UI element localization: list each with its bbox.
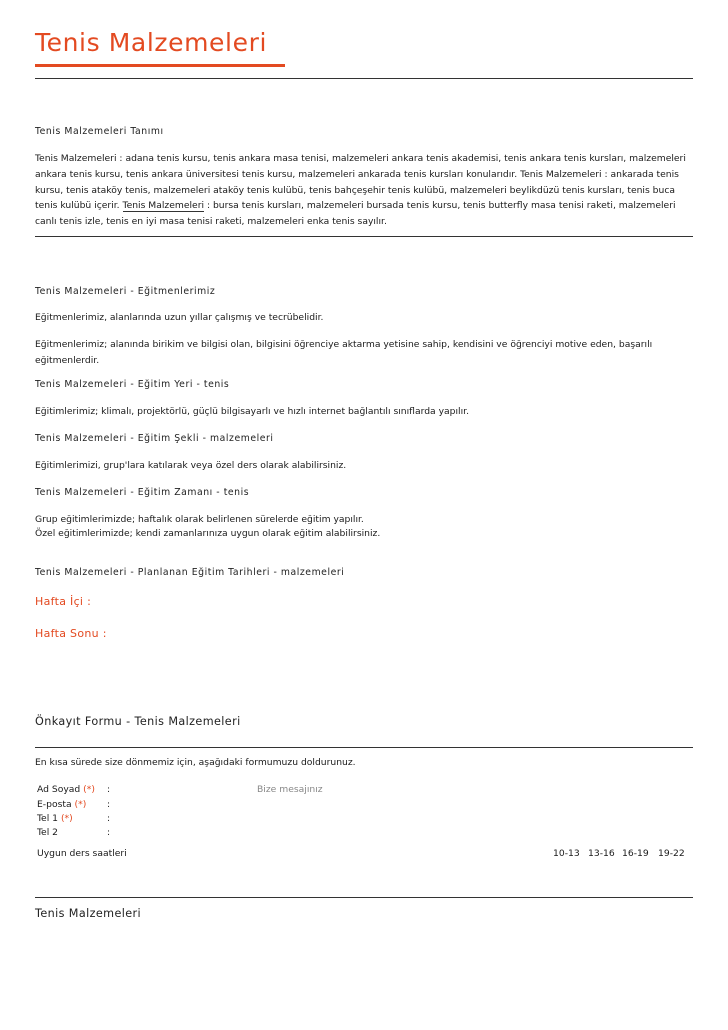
colon: : (107, 799, 111, 810)
message-textarea[interactable]: Bize mesajınız (257, 784, 323, 795)
place-heading: Tenis Malzemeleri - Eğitim Yeri - tenis (35, 379, 230, 390)
name-input[interactable] (118, 783, 238, 795)
colon: : (107, 813, 111, 824)
divider (35, 236, 693, 237)
intro-heading: Tenis Malzemeleri Tanımı (35, 126, 164, 137)
weekend-label: Hafta Sonu : (35, 627, 107, 640)
colon: : (107, 784, 111, 795)
intro-paragraph (35, 151, 695, 230)
time-line-1: Grup eğitimlerimizde; haftalık olarak belirlenen sürelerde eğitim yapılır. (35, 514, 364, 525)
hours-option[interactable]: 10-13 (553, 848, 580, 859)
trainers-heading: Tenis Malzemeleri - Eğitmenlerimiz (35, 286, 216, 297)
form-title: Önkayıt Formu - Tenis Malzemeleri (35, 715, 241, 728)
email-label-text: E-posta (37, 799, 72, 810)
place-text: Eğitimlerimiz; klimalı, projektörlü, güçlü bilgisayarlı ve hızlı internet bağlantılı sınıflarda yapılır. (35, 406, 469, 417)
tel2-input[interactable] (118, 826, 238, 838)
email-input[interactable] (118, 798, 238, 810)
tel2-label (37, 827, 58, 838)
schedule-heading: Tenis Malzemeleri - Planlanan Eğitim Tarihleri - malzemeleri (35, 567, 345, 578)
title-underline (35, 64, 285, 67)
trainers-line-1: Eğitmenlerimiz, alanlarında uzun yıllar çalışmış ve tecrübelidir. (35, 312, 324, 323)
divider (35, 78, 693, 79)
tel1-label-text: Tel 1 (37, 813, 59, 824)
name-label (37, 784, 95, 795)
divider (35, 897, 693, 898)
page-title: Tenis Malzemeleri (35, 28, 267, 57)
required-mark: (*) (74, 799, 87, 810)
format-text: Eğitimlerimizi, grup'lara katılarak veya özel ders olarak alabilirsiniz. (35, 460, 347, 471)
hours-option[interactable]: 13-16 (588, 848, 615, 859)
email-label (37, 799, 86, 810)
intro-text-start: Tenis Malzemeleri : adana tenis kursu, tenis ankara masa tenisi, malzemeleri ankara tenis akademisi, tenis ankara tenis kursları, malzemeleri ankara tenis kursu, tenis ankara üniversitesi tenis kursu, malzemeleri ankarada tenis kursları konularıdır. Tenis Malzemeleri : ankarada tenis kursu, tenis ataköy tenis, malzemeleri ataköy tenis kulübü, tenis bahçeşehir tenis kulübü, malzemeleri beylikdüzü tenis kursları, tenis buca tenis kulübü içerir. (35, 153, 686, 212)
footer-title: Tenis Malzemeleri (35, 907, 142, 920)
required-mark: (*) (83, 784, 95, 795)
required-mark: (*) (60, 813, 73, 824)
intro-text-end: : bursa tenis kursları, malzemeleri bursada tenis kursu, tenis butterfly masa tenisi raketi, malzemeleri canlı tenis izle, tenis en iyi masa tenisi raketi, malzemeleri enka tenis sayılır. (35, 200, 676, 228)
trainers-line-2: Eğitmenlerimiz; alanında birikim ve bilgisi olan, bilgisini öğrenciye aktarma yetisine sahip, kendisini ve öğrenciyi motive eden, başarılı eğitmenlerdir. (35, 339, 653, 366)
name-label-text: Ad Soyad (37, 784, 81, 795)
tel1-label (37, 813, 73, 824)
intro-link[interactable]: Tenis Malzemeleri (122, 200, 205, 212)
time-line-2: Özel eğitimlerimizde; kendi zamanlarınıza uygun olarak eğitim alabilirsiniz. (35, 528, 381, 539)
format-heading: Tenis Malzemeleri - Eğitim Şekli - malzemeleri (35, 433, 274, 444)
colon: : (107, 827, 111, 838)
hours-label: Uygun ders saatleri (37, 848, 127, 859)
form-intro: En kısa sürede size dönmemiz için, aşağıdaki formumuzu doldurunuz. (35, 757, 356, 768)
tel1-input[interactable] (118, 812, 238, 824)
hours-option[interactable]: 16-19 (622, 848, 649, 859)
time-heading: Tenis Malzemeleri - Eğitim Zamanı - tenis (35, 487, 250, 498)
hours-option[interactable]: 19-22 (658, 848, 685, 859)
divider (35, 747, 693, 748)
tel2-label-text: Tel 2 (37, 827, 59, 838)
weekday-label: Hafta İçi : (35, 595, 92, 608)
